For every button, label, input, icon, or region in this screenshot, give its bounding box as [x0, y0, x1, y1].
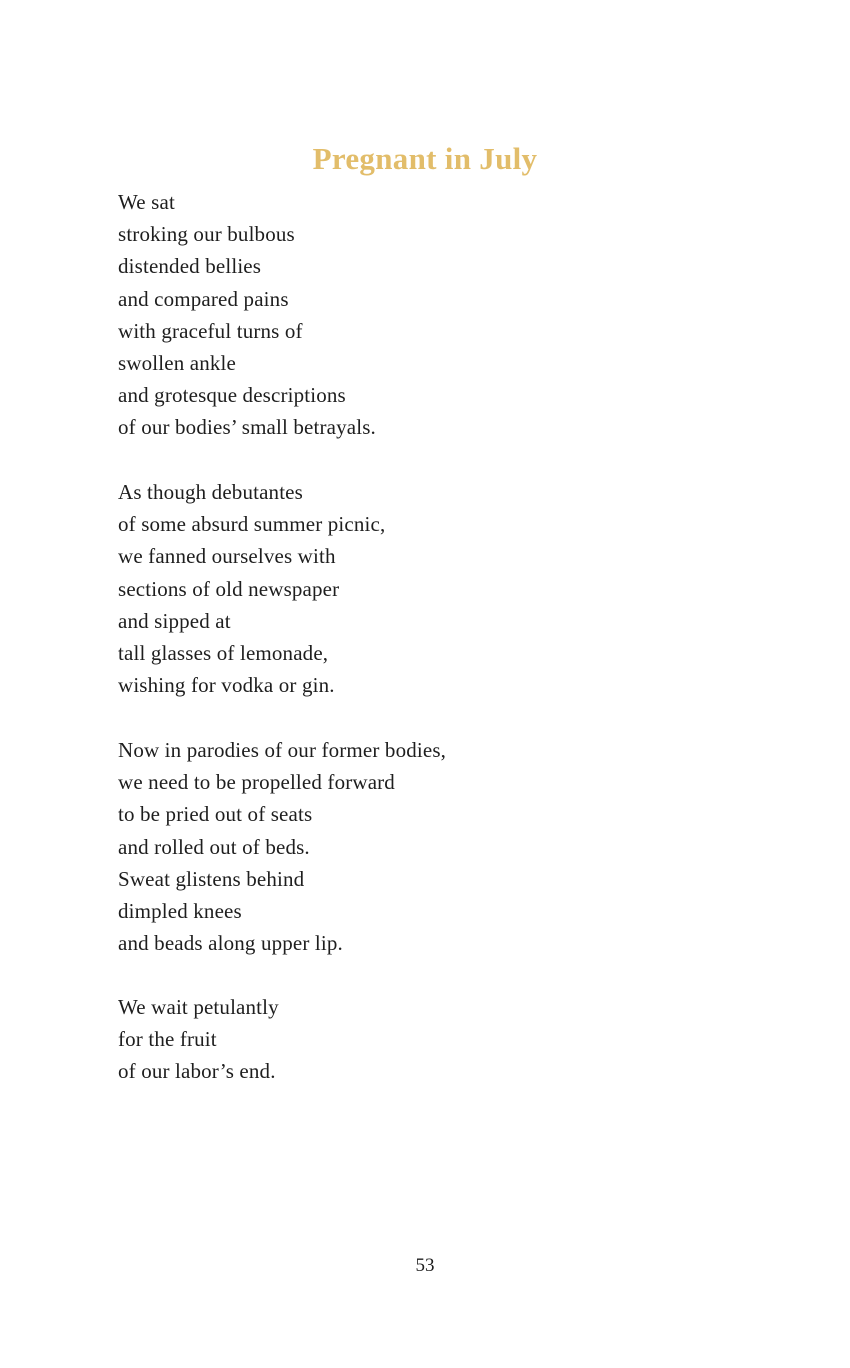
- poem-line: to be pried out of seats: [118, 802, 313, 827]
- page-number: 53: [415, 1255, 435, 1276]
- poem-line: We sat: [118, 190, 175, 214]
- poem-line: and compared pains: [118, 286, 289, 311]
- poem-line: and sipped at: [118, 608, 231, 633]
- stanza-1: [118, 186, 376, 444]
- poem-line: We wait petulantly: [118, 995, 279, 1019]
- poem-line: of some absurd summer picnic,: [118, 512, 386, 537]
- poem-line: As though debutantes: [118, 480, 303, 504]
- poem-line: with graceful turns of: [118, 318, 303, 343]
- poem-line: we fanned ourselves with: [118, 544, 336, 569]
- stanza-2: [118, 476, 385, 701]
- poem-line: of our bodies’ small betrayals.: [118, 415, 376, 440]
- poem-line: and grotesque descriptions: [118, 383, 346, 408]
- stanza-4: [118, 991, 279, 1088]
- poem-line: Sweat glistens behind: [118, 866, 305, 891]
- poem-line: stroking our bulbous: [118, 222, 295, 247]
- poem-line: distended bellies: [118, 254, 262, 279]
- poem-line: swollen ankle: [118, 351, 237, 376]
- poem-line: wishing for vodka or gin.: [118, 673, 335, 698]
- stanza-3: [118, 734, 446, 959]
- poem-line: and beads along upper lip.: [118, 931, 343, 956]
- poem-line: and rolled out of beds.: [118, 834, 310, 859]
- poem-line: tall glasses of lemonade,: [118, 641, 329, 666]
- poem-line: for the fruit: [118, 1027, 217, 1052]
- poem-title: Pregnant in July: [312, 140, 538, 176]
- poem-line: sections of old newspaper: [118, 576, 340, 601]
- poem-line: of our labor’s end.: [118, 1059, 276, 1084]
- poem-line: dimpled knees: [118, 899, 242, 924]
- poem-line: we need to be propelled forward: [118, 770, 395, 795]
- poem-line: Now in parodies of our former bodies,: [118, 738, 447, 762]
